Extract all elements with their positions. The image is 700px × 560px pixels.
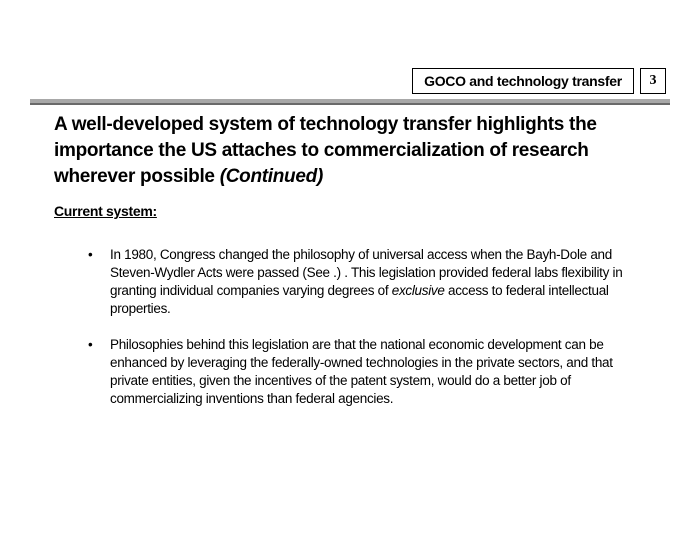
bullet-item	[88, 246, 648, 318]
bullet-list	[88, 246, 648, 426]
bullet-text: Philosophies behind this legislation are that the national economic development can be enhanced by leveraging the federally-owned technologies in the private sectors, and that private entities, given the incentives of the patent system, would do a better job of commercializing inventions than federal agencies.	[110, 337, 613, 406]
bullet-text-end: access to federal intellectual properties.	[110, 283, 609, 316]
slide-title-main: A well-developed system of technology transfer highlights the importance the US attaches to commercialization of research wherever possible	[54, 114, 597, 187]
bullet-icon: •	[88, 247, 93, 262]
subheading: Current system:	[54, 203, 157, 219]
section-label: GOCO and technology transfer	[412, 68, 634, 94]
bullet-icon: •	[88, 337, 93, 352]
header-rule	[30, 99, 670, 103]
page-number: 3	[640, 68, 666, 94]
bullet-emphasis: exclusive	[391, 283, 445, 298]
bullet-item	[88, 336, 648, 408]
slide-title-suffix: (Continued)	[219, 166, 323, 187]
bullet-text: In 1980, Congress changed the philosophy of universal access when the Bayh-Dole and Steven-Wydler Acts were passed (See .) . This legislation provided federal labs flexibility in granting individual companies varying degrees of	[110, 247, 623, 298]
slide-title	[54, 112, 654, 190]
